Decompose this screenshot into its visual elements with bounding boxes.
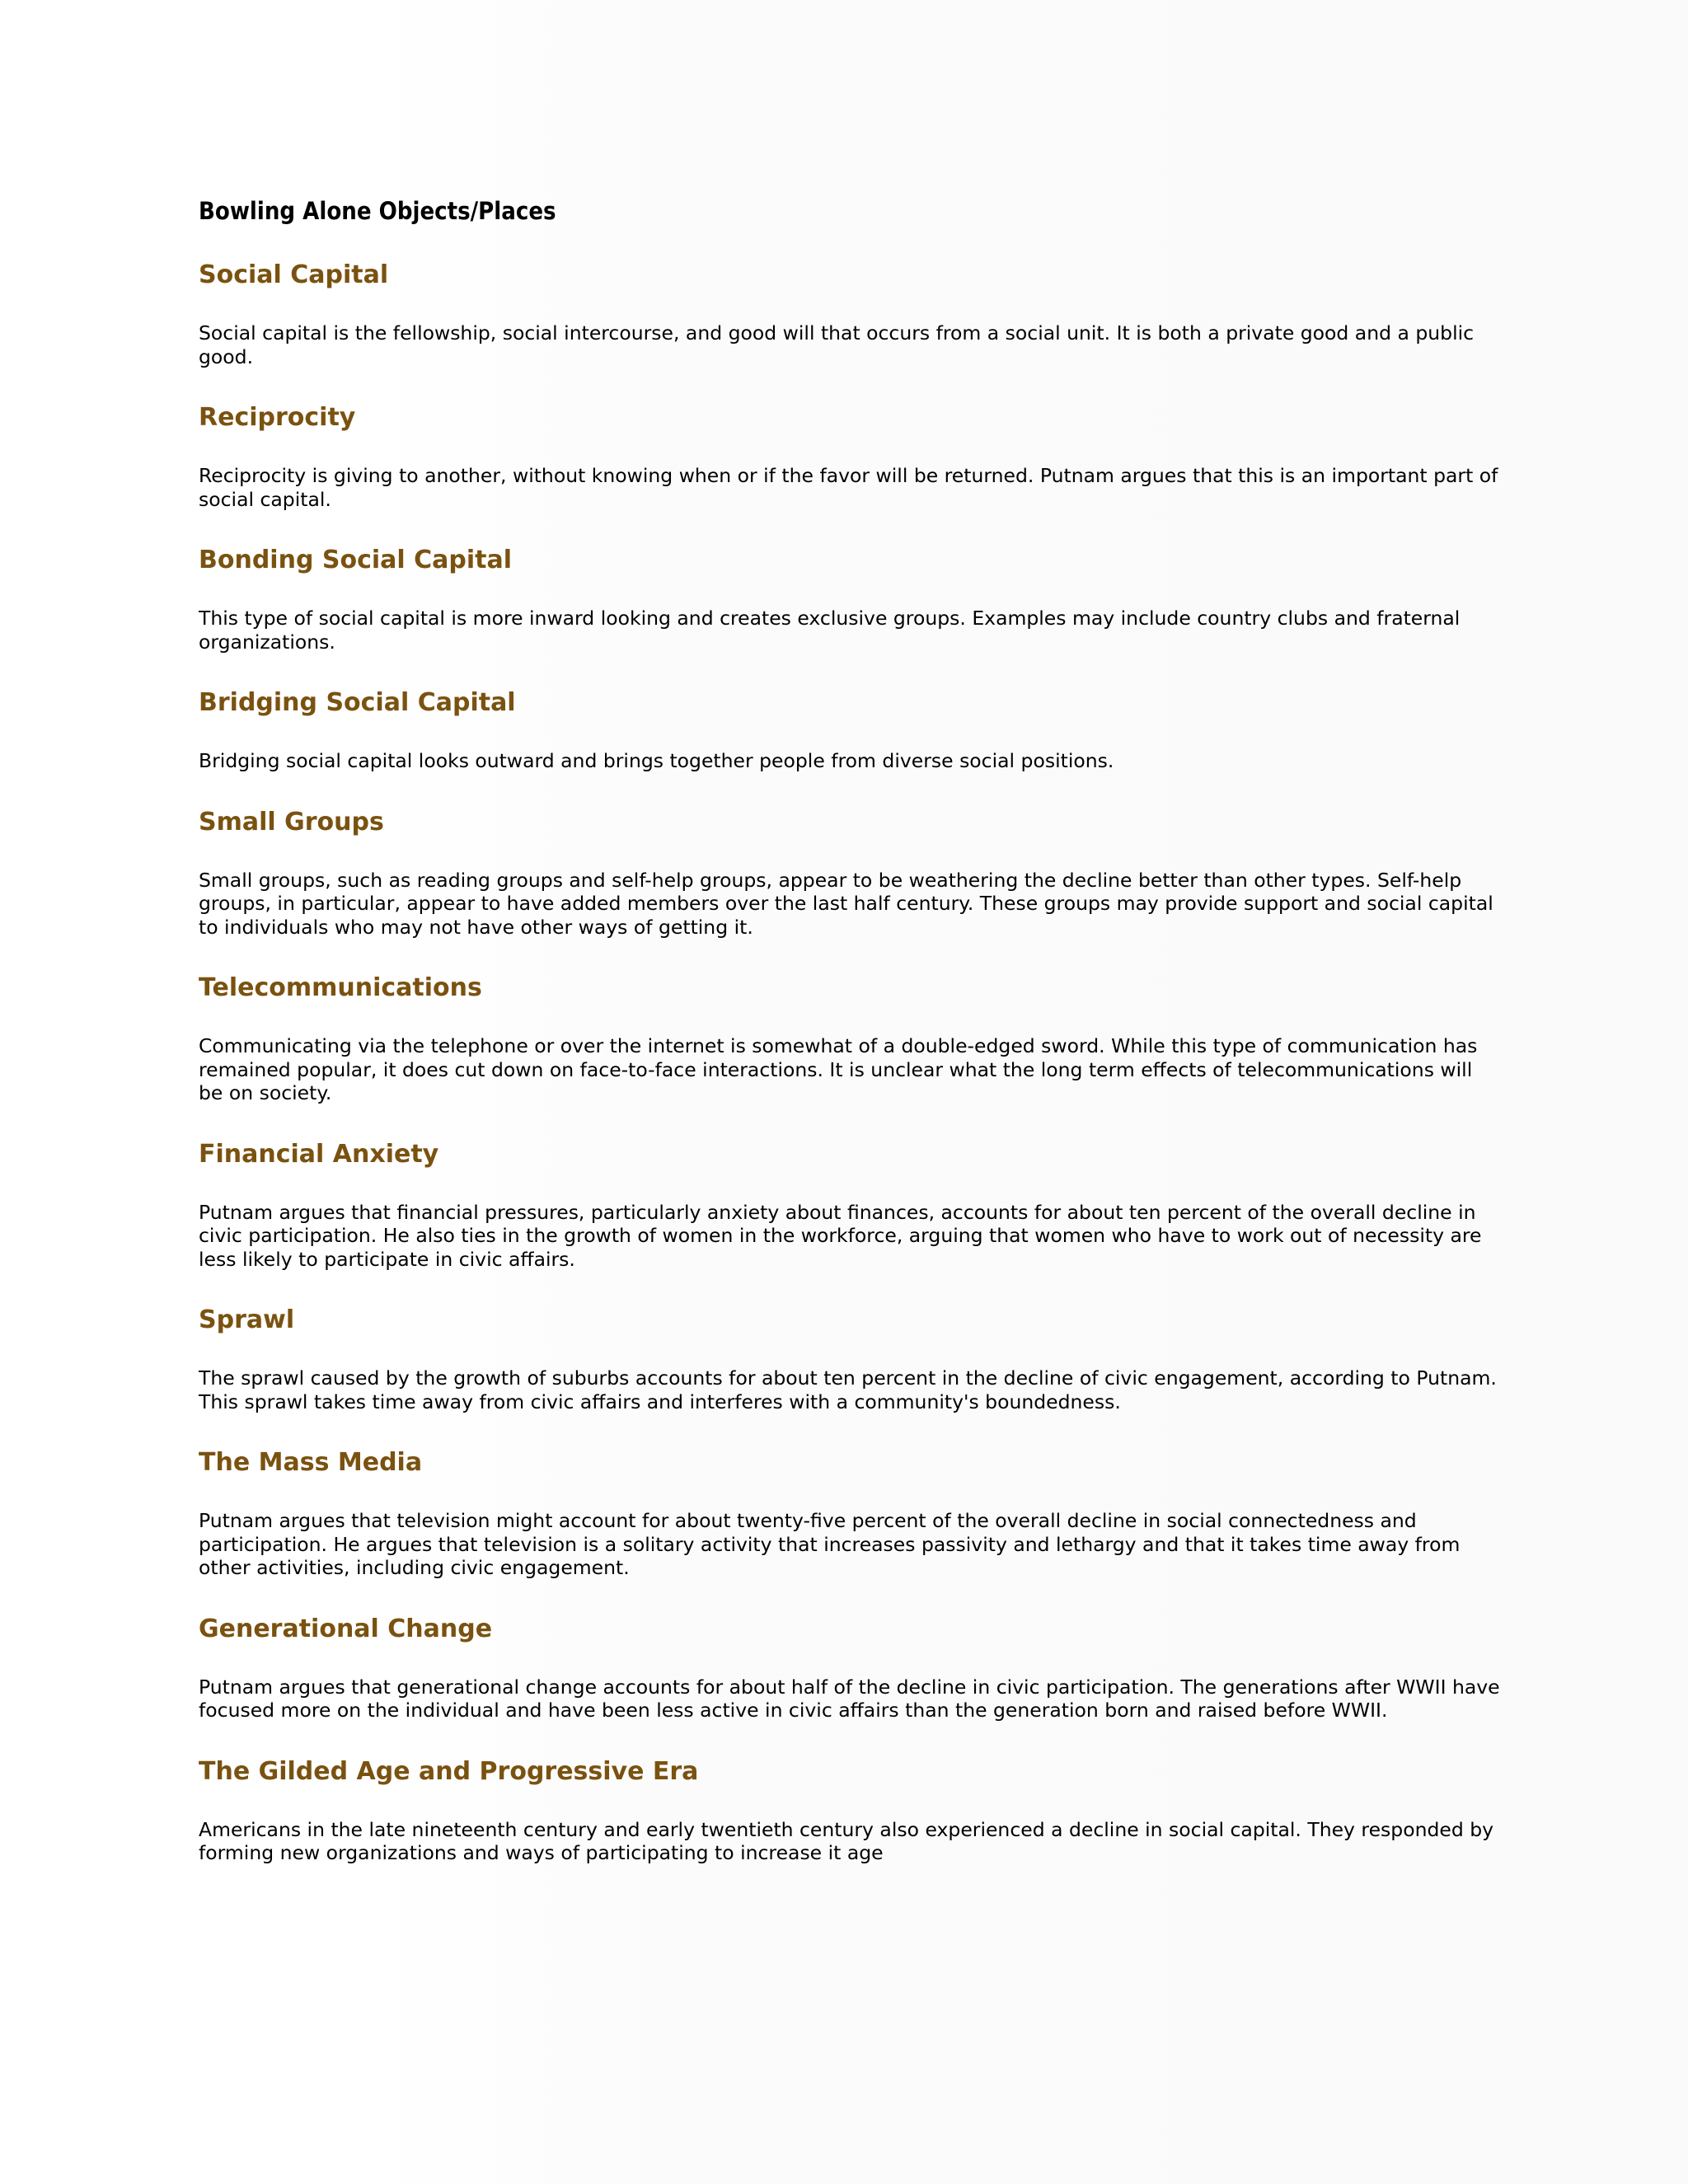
entry-heading: Social Capital [199, 260, 389, 289]
entry-body: Bridging social capital looks outward and brings together people from diverse social positions. [199, 749, 1114, 772]
entry-body: Putnam argues that generational change accounts for about half of the decline in civic participation. The generations after WWII have focused more on the individual and have been less active in civic affairs than the generation born and raised before WWII. [199, 1675, 1500, 1722]
entry-heading: Financial Anxiety [199, 1139, 439, 1169]
entry-gilded-age-progressive-era [199, 1755, 1501, 1865]
entry-heading: Sprawl [199, 1305, 295, 1334]
entry-financial-anxiety [199, 1138, 1501, 1272]
entry-heading: Bridging Social Capital [199, 688, 516, 717]
entry-heading: Telecommunications [199, 973, 482, 1002]
entry-heading: Bonding Social Capital [199, 546, 513, 574]
entry-body: Small groups, such as reading groups and self-help groups, appear to be weathering the decline better than other types. Self-help groups, in particular, appear to have added members over the last half century. These groups may provide support and social capital to individuals who may not have other ways of getting it. [199, 868, 1493, 939]
entry-body: Putnam argues that television might account for about twenty-five percent of the overall decline in social connectedness and participation. He argues that television is a solitary activity that increases passivity and lethargy and that it takes time away from other activities, including civic engagement. [199, 1509, 1461, 1579]
entry-body: Communicating via the telephone or over the internet is somewhat of a double-edged sword. While this type of communication has remained popular, it does cut down on face-to-face interactions. It is unclear what the long term effects of telecommunications will be on society. [199, 1034, 1478, 1104]
entry-heading: The Mass Media [199, 1448, 423, 1477]
document-title: Bowling Alone Objects/Places [199, 197, 556, 225]
entry-sprawl [199, 1304, 1501, 1413]
entry-heading: Generational Change [199, 1614, 493, 1643]
entry-body: Putnam argues that financial pressures, particularly anxiety about finances, accounts for about ten percent of the overall decline in civic participation. He also ties in the growth of women in the workforce, arguing that women who have to work out of necessity are less likely to participate in civic affairs. [199, 1200, 1482, 1271]
entry-social-capital [199, 259, 1501, 368]
entry-heading: Small Groups [199, 807, 384, 837]
entry-body: Reciprocity is giving to another, without knowing when or if the favor will be returned. Putnam argues that this is an important part of social capital. [199, 464, 1498, 511]
entry-small-groups [199, 806, 1501, 940]
entry-body: Social capital is the fellowship, social intercourse, and good will that occurs from a social unit. It is both a private good and a public good. [199, 321, 1475, 368]
entry-bonding-social-capital [199, 544, 1501, 654]
entry-reciprocity [199, 401, 1501, 511]
document-content [199, 196, 1501, 1865]
entry-body: This type of social capital is more inward looking and creates exclusive groups. Examples may include country clubs and fraternal organizations. [199, 607, 1461, 654]
entry-body: The sprawl caused by the growth of suburbs accounts for about ten percent in the decline of civic engagement, according to Putnam. This sprawl takes time away from civic affairs and interferes with a community's boundedness. [199, 1366, 1497, 1413]
entry-heading: Reciprocity [199, 403, 356, 432]
entry-generational-change [199, 1613, 1501, 1722]
entry-telecommunications [199, 972, 1501, 1105]
entry-bridging-social-capital [199, 687, 1501, 773]
entry-mass-media [199, 1446, 1501, 1580]
entry-heading: The Gilded Age and Progressive Era [199, 1756, 699, 1786]
entry-body: Americans in the late nineteenth century and early twentieth century also experienced a decline in social capital. They responded by forming new organizations and ways of participating to increase it age [199, 1817, 1494, 1864]
